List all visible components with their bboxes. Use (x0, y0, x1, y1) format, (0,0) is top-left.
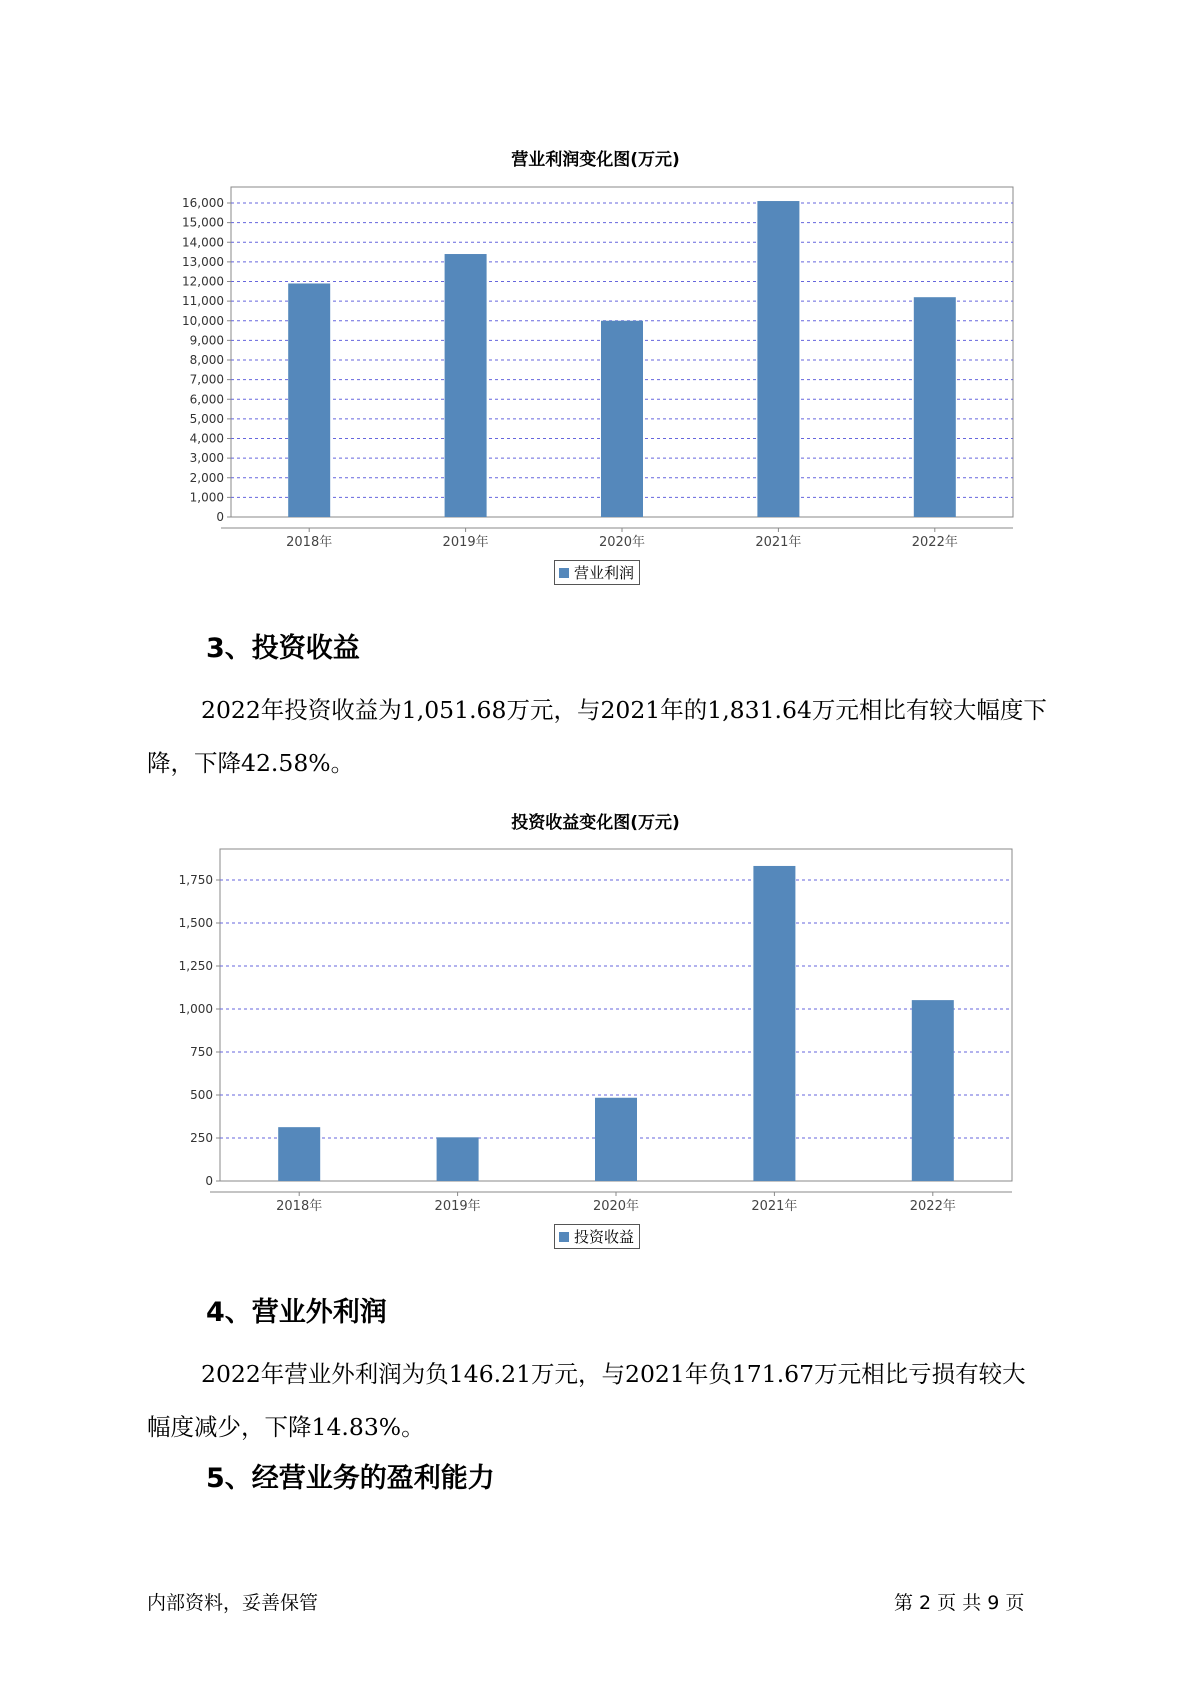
x-tick-label: 2018年 (286, 535, 333, 550)
y-tick-label: 12,000 (182, 274, 224, 289)
x-tick-label: 2020年 (592, 1199, 640, 1214)
x-tick-label: 2021年 (755, 535, 802, 550)
y-tick-label: 13,000 (182, 254, 224, 269)
y-tick-label: 2,000 (189, 470, 224, 485)
x-tick-label: 2022年 (911, 535, 958, 550)
y-tick-label: 11,000 (182, 294, 224, 309)
legend-swatch-icon (559, 1232, 569, 1242)
y-tick-label: 7,000 (189, 372, 224, 387)
y-tick-label: 1,500 (178, 916, 213, 930)
y-tick-label: 750 (190, 1045, 213, 1059)
y-tick-label: 0 (216, 510, 224, 524)
section5-heading: 5、经营业务的盈利能力 (206, 1463, 495, 1494)
y-tick-label: 0 (205, 1174, 213, 1188)
y-tick-label: 15,000 (182, 215, 224, 230)
chart2-title: 投资收益变化图(万元) (511, 813, 680, 833)
chart2-legend (554, 1224, 640, 1249)
y-tick-label: 16,000 (182, 196, 224, 210)
x-tick-label: 2020年 (598, 535, 646, 550)
y-tick-label: 9,000 (189, 333, 224, 348)
section4-paragraph (147, 1348, 1047, 1454)
section4-heading: 4、营业外利润 (206, 1297, 387, 1328)
y-tick-label: 500 (190, 1088, 213, 1102)
bar (912, 1000, 954, 1181)
y-tick-label: 5,000 (189, 411, 224, 426)
y-tick-label: 10,000 (182, 313, 224, 328)
chart1-legend-label: 营业利润 (574, 564, 635, 582)
y-tick-label: 250 (190, 1131, 213, 1145)
footer-note: 内部资料，妥善保管 (147, 1592, 319, 1614)
y-tick-label: 14,000 (182, 235, 224, 250)
y-tick-label: 1,000 (189, 490, 224, 505)
y-tick-label: 1,000 (178, 1002, 213, 1016)
y-tick-label: 6,000 (189, 392, 224, 407)
y-tick-label: 1,250 (178, 959, 213, 973)
y-tick-label: 3,000 (189, 451, 224, 466)
page-number: 第 2 页 共 9 页 (894, 1592, 1025, 1614)
section3-text: 2022年投资收益为1,051.68万元，与2021年的1,831.64万元相比有较大幅度下降，下降42.58%。 (147, 696, 1047, 777)
bar (278, 1127, 320, 1181)
chart1-title: 营业利润变化图(万元) (511, 150, 680, 170)
y-tick-label: 4,000 (189, 431, 224, 446)
x-tick-label: 2021年 (751, 1199, 798, 1214)
bar (595, 1098, 637, 1181)
x-tick-label: 2022年 (909, 1199, 956, 1214)
y-tick-label: 1,750 (178, 873, 213, 887)
section3-heading: 3、投资收益 (206, 633, 360, 664)
bar (753, 866, 795, 1181)
section4-text: 2022年营业外利润为负146.21万元，与2021年负171.67万元相比亏损有较大幅度减少，下降14.83%。 (147, 1360, 1026, 1441)
y-tick-label: 8,000 (189, 353, 224, 367)
x-tick-label: 2019年 (434, 1199, 481, 1214)
bar (437, 1137, 479, 1181)
chart2-legend-label: 投资收益 (574, 1228, 635, 1246)
x-tick-label: 2019年 (442, 535, 489, 550)
x-tick-label: 2018年 (276, 1199, 323, 1214)
